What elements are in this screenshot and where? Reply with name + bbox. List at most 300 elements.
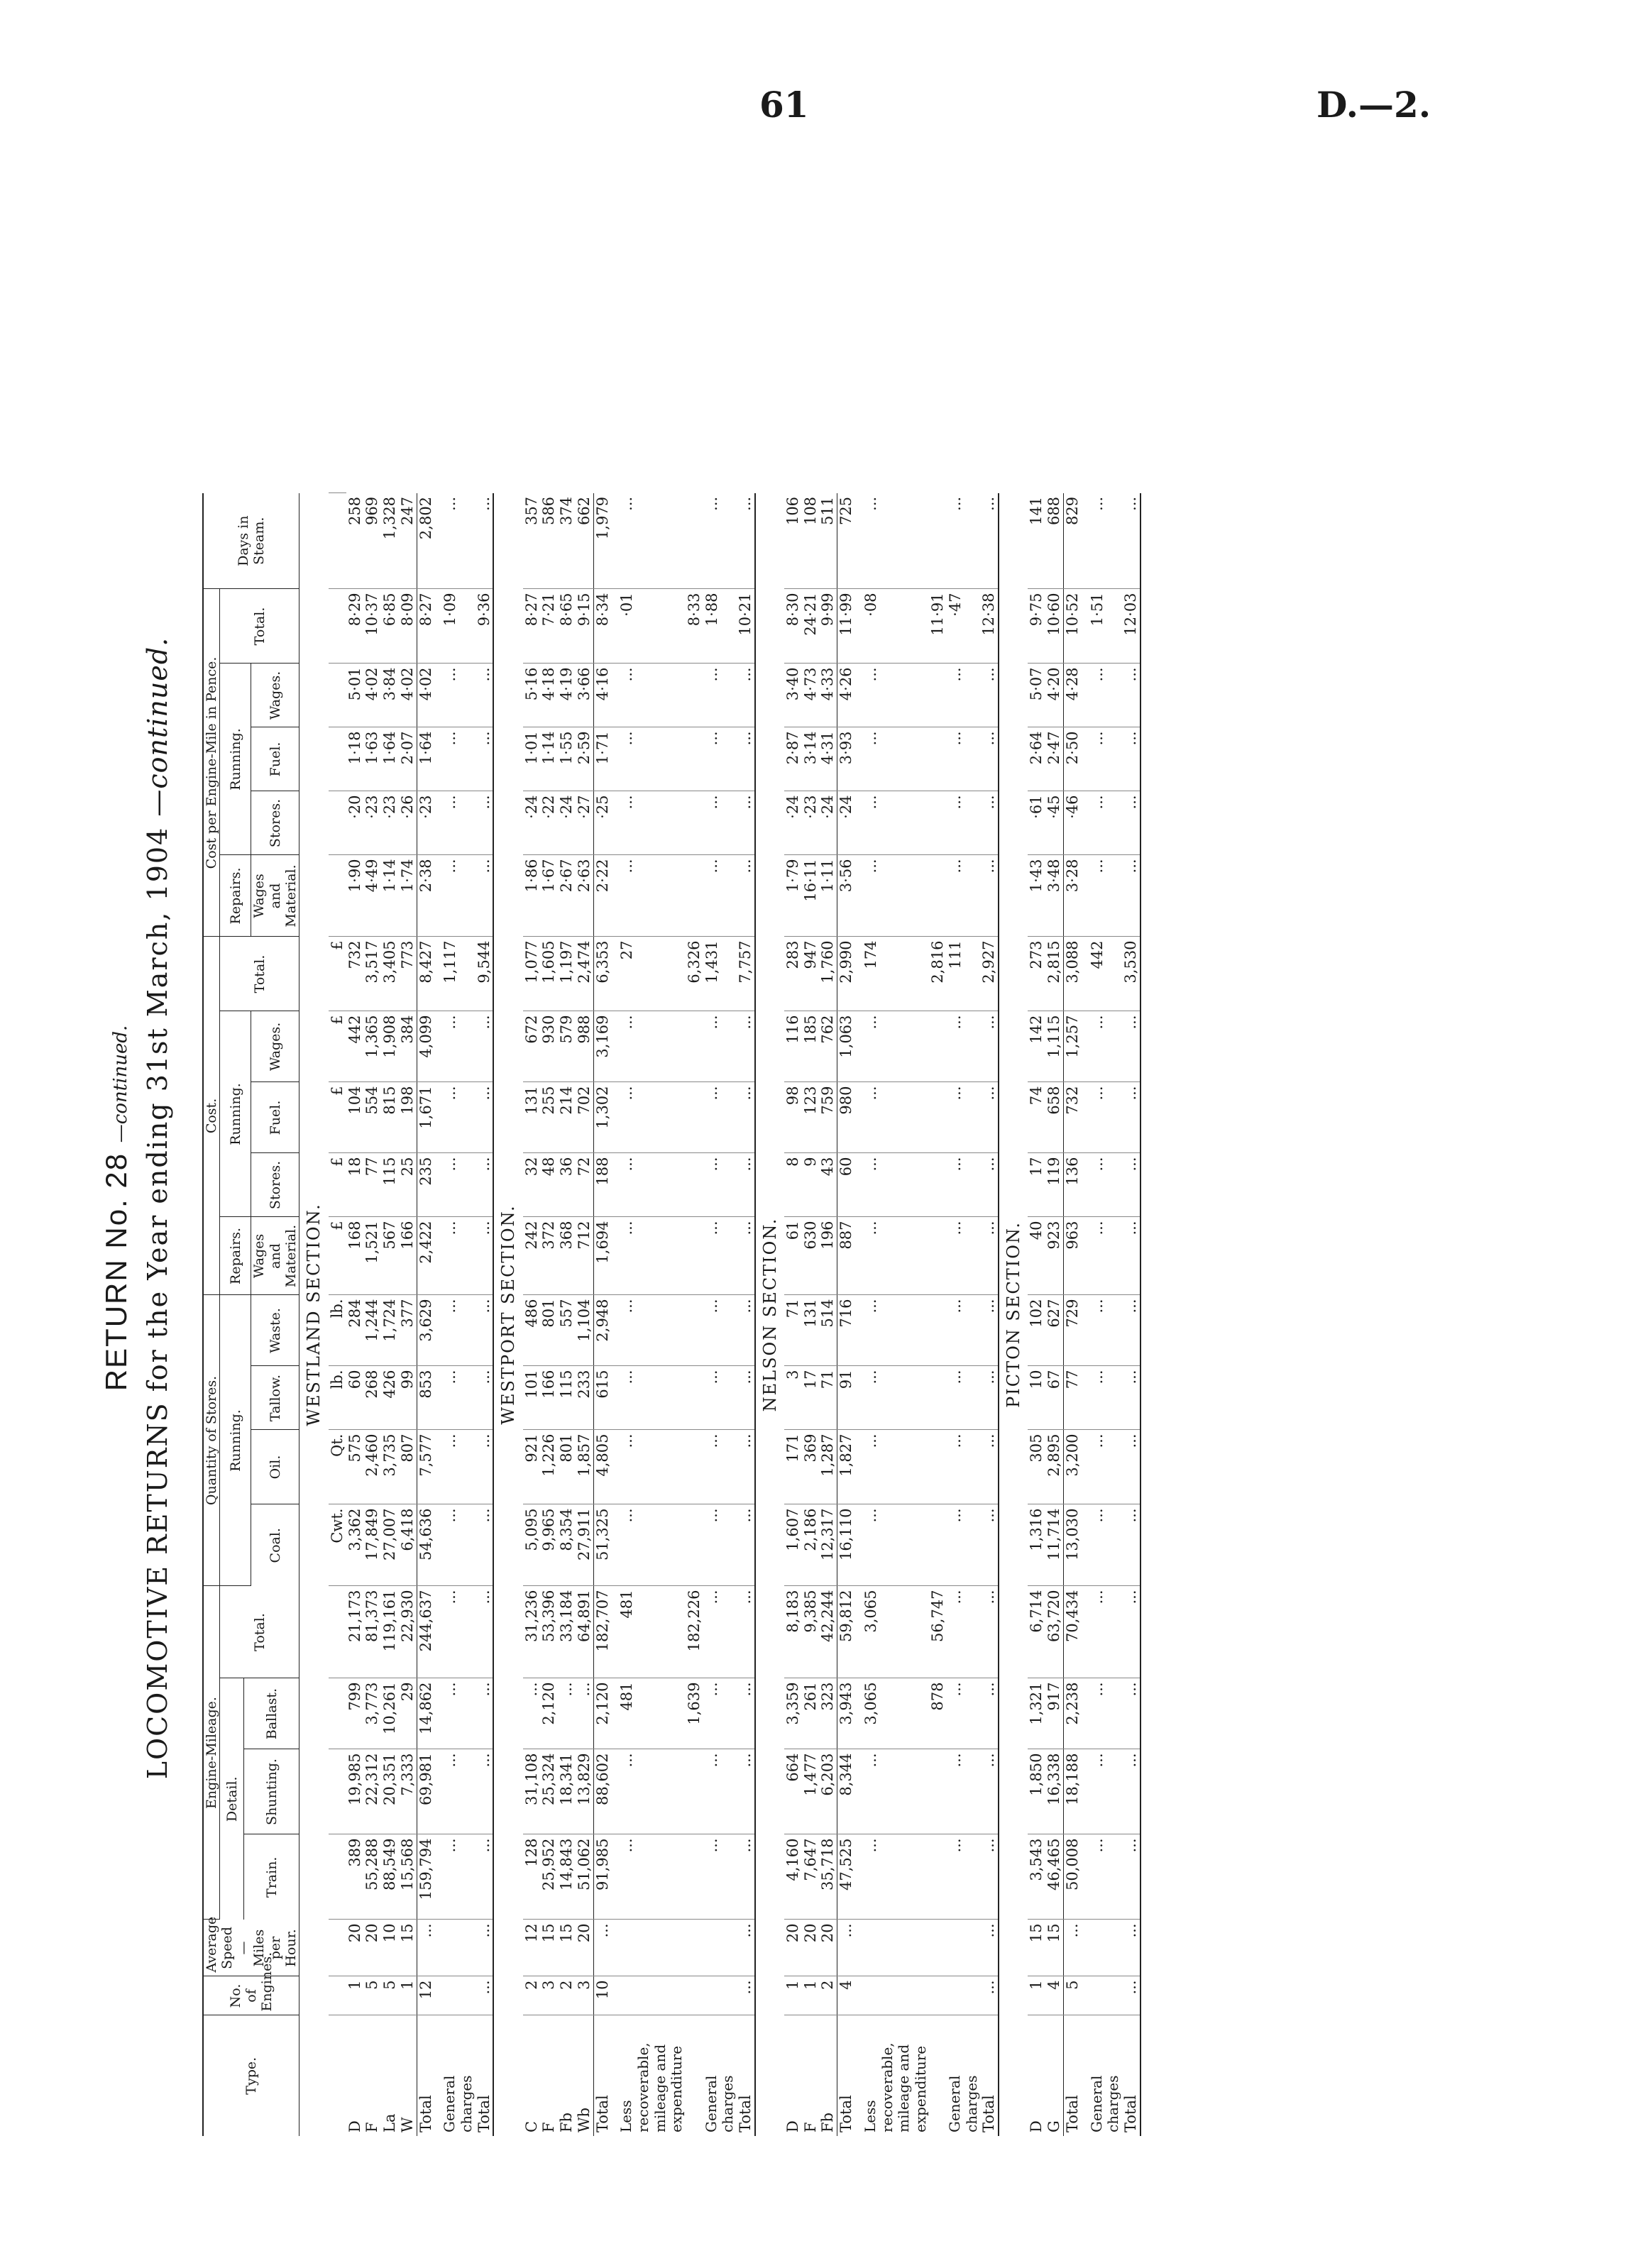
table-cell: 18: [346, 1153, 364, 1217]
total-row: [1063, 280, 1081, 2136]
table-cell: Qt.: [329, 1430, 346, 1504]
table-cell: ...: [1122, 1082, 1140, 1153]
table-cell: ...: [1082, 664, 1122, 727]
table-cell: 1,605: [540, 937, 558, 1011]
table-cell: ...: [476, 1295, 494, 1366]
table-cell: ...: [703, 1295, 737, 1366]
table-cell: Total: [593, 2015, 611, 2136]
table-cell: ...: [434, 664, 475, 727]
table-cell: ...: [476, 1976, 494, 2015]
table-cell: 2,460: [363, 1430, 381, 1504]
table-cell: [329, 664, 346, 727]
table-cell: ...: [576, 1678, 593, 1749]
table-cell: ...: [434, 1834, 475, 1920]
table-cell: 3·40: [784, 664, 802, 727]
table-cell: 51,325: [593, 1504, 611, 1586]
header-waste: Waste.: [251, 1295, 299, 1366]
table-cell: Total: [1063, 2015, 1081, 2136]
table-cell: 48: [540, 1153, 558, 1217]
table-title-suffix: —continued.: [142, 637, 173, 817]
table-cell: 25,324: [540, 1749, 558, 1834]
table-cell: 174: [855, 937, 929, 1011]
table-cell: 8·65: [558, 589, 576, 664]
header-pence-wages: Wages.: [251, 664, 299, 727]
table-cell: 579: [558, 1011, 576, 1082]
table-cell: ...: [476, 1504, 494, 1586]
table-cell: ·24: [784, 791, 802, 855]
table-cell: 3,065: [855, 1678, 929, 1749]
table-cell: 6,714: [1028, 1586, 1045, 1678]
table-cell: 7,757: [737, 937, 755, 1011]
table-cell: ...: [611, 855, 685, 937]
table-cell: 64,891: [576, 1586, 593, 1678]
header-no-engines: No. of Engines.: [203, 1976, 299, 2015]
table-title: [142, 280, 173, 2136]
table-cell: ...: [855, 1430, 929, 1504]
table-cell: ...: [855, 1011, 929, 1082]
table-cell: 119,161: [381, 1586, 399, 1678]
table-cell: 27: [611, 937, 685, 1011]
header-pence-fuel: Fuel.: [251, 727, 299, 791]
data-row: [1028, 280, 1045, 2136]
table-cell: [686, 791, 703, 855]
table-cell: ...: [980, 1920, 999, 1976]
table-cell: ...: [855, 1366, 929, 1430]
table-cell: 9·15: [576, 589, 593, 664]
table-cell: 1·18: [346, 727, 364, 791]
table-cell: General charges: [702, 2075, 737, 2132]
table-cell: ...: [980, 1217, 999, 1295]
table-cell: 13,030: [1063, 1504, 1081, 1586]
table-cell: 1: [784, 1976, 802, 2015]
table-cell: 3,065: [855, 1586, 929, 1678]
table-cell: General charges: [946, 2075, 980, 2132]
table-cell: 60: [837, 1153, 855, 1217]
final-row: [1122, 280, 1140, 2136]
table-title-text: LOCOMOTIVE RETURNS for the Year ending 31st March, 1904: [142, 826, 173, 1780]
table-cell: 1·01: [523, 727, 541, 791]
table-cell: 196: [819, 1217, 837, 1295]
table-cell: 664: [784, 1749, 802, 1834]
data-row: [540, 280, 558, 2136]
table-cell: 1,857: [576, 1430, 593, 1504]
table-cell: C: [522, 2120, 540, 2132]
table-cell: ...: [611, 1834, 685, 1920]
table-cell: 980: [837, 1082, 855, 1153]
table-cell: 71: [819, 1366, 837, 1430]
table-cell: 16,338: [1045, 1749, 1063, 1834]
table-cell: ...: [1122, 1586, 1140, 1678]
label-row: [611, 280, 685, 2136]
table-cell: [329, 1976, 346, 2015]
table-cell: 185: [802, 1011, 820, 1082]
header-detail: Detail.: [220, 1678, 244, 1920]
table-cell: ...: [611, 493, 685, 589]
data-row: [523, 280, 541, 2136]
header-type: Type.: [203, 2015, 299, 2136]
table-cell: ...: [855, 1217, 929, 1295]
table-cell: 1,287: [819, 1430, 837, 1504]
table-cell: 5·16: [523, 664, 541, 727]
table-cell: ...: [947, 1586, 980, 1678]
table-cell: 4·02: [363, 664, 381, 727]
table-cell: 77: [363, 1153, 381, 1217]
table-cell: ·27: [576, 791, 593, 855]
table-cell: 1,979: [593, 493, 611, 589]
table-cell: 10·60: [1045, 589, 1063, 664]
table-cell: 368: [558, 1217, 576, 1295]
table-cell: 35,718: [819, 1834, 837, 1920]
label-row: [947, 280, 980, 2136]
table-cell: ...: [1122, 1504, 1140, 1586]
table-cell: 3·28: [1063, 855, 1081, 937]
table-cell: ...: [855, 493, 929, 589]
table-cell: 2·07: [399, 727, 417, 791]
table-cell: 923: [1045, 1217, 1063, 1295]
table-cell: ...: [476, 791, 494, 855]
table-cell: 1,850: [1028, 1749, 1045, 1834]
table-cell: ·23: [363, 791, 381, 855]
table-cell: 10: [381, 1920, 399, 1976]
table-cell: [686, 1749, 703, 1834]
table-cell: ...: [1122, 1153, 1140, 1217]
table-cell: 104: [346, 1082, 364, 1153]
table-cell: ·22: [540, 791, 558, 855]
table-cell: ...: [558, 1678, 576, 1749]
table-cell: ...: [855, 664, 929, 727]
table-cell: 74: [1028, 1082, 1045, 1153]
table-cell: 5: [1063, 1976, 1081, 2015]
table-cell: [329, 727, 346, 791]
table-cell: 233: [576, 1366, 593, 1430]
table-cell: £: [329, 1011, 346, 1082]
table-cell: [434, 1920, 475, 1976]
table-cell: ·45: [1045, 791, 1063, 855]
table-cell: 963: [1063, 1217, 1081, 1295]
table-cell: 615: [593, 1366, 611, 1430]
table-cell: 1·55: [558, 727, 576, 791]
table-cell: 27,911: [576, 1504, 593, 1586]
table-cell: [947, 1976, 980, 2015]
table-cell: 567: [381, 1217, 399, 1295]
header-days-in-steam: Days in Steam.: [203, 493, 299, 589]
table-cell: 384: [399, 1011, 417, 1082]
table-cell: ...: [703, 1504, 737, 1586]
table-cell: 1,827: [837, 1430, 855, 1504]
label-row: [703, 280, 737, 2136]
table-cell: 9·75: [1028, 589, 1045, 664]
table-cell: G: [1045, 2120, 1063, 2132]
table-cell: ...: [476, 1678, 494, 1749]
table-cell: Fb: [558, 2112, 576, 2132]
table-cell: [1082, 1920, 1122, 1976]
table-cell: ...: [1082, 1295, 1122, 1366]
table-cell: ...: [476, 1153, 494, 1217]
table-cell: £: [329, 1153, 346, 1217]
table-cell: 9,544: [476, 937, 494, 1011]
table-cell: [686, 1295, 703, 1366]
table-cell: ...: [980, 1082, 999, 1153]
table-cell: 732: [1063, 1082, 1081, 1153]
table-cell: 4: [837, 1976, 855, 2015]
table-cell: 131: [523, 1082, 541, 1153]
table-cell: 102: [1028, 1295, 1045, 1366]
table-cell: 2,474: [576, 937, 593, 1011]
page-number: 61: [759, 84, 809, 126]
table-cell: 878: [929, 1678, 947, 1749]
table-cell: 54,636: [417, 1504, 434, 1586]
table-cell: ...: [1082, 1366, 1122, 1430]
table-cell: ...: [947, 1834, 980, 1920]
table-cell: ...: [980, 1295, 999, 1366]
table-cell: ...: [737, 1153, 755, 1217]
header-cost-running: Running.: [220, 1011, 251, 1217]
table-cell: 773: [399, 937, 417, 1011]
table-cell: 40: [1028, 1217, 1045, 1295]
table-cell: 25: [399, 1153, 417, 1217]
table-cell: 128: [523, 1834, 541, 1920]
table-cell: 1,321: [1028, 1678, 1045, 1749]
table-cell: Total: [980, 2015, 999, 2136]
table-cell: 829: [1063, 493, 1081, 589]
table-cell: ...: [980, 493, 999, 589]
table-body: [299, 280, 1140, 2136]
table-cell: 4·02: [417, 664, 434, 727]
table-cell: ...: [434, 1217, 475, 1295]
table-cell: 3·66: [576, 664, 593, 727]
table-cell: ...: [1082, 1011, 1122, 1082]
rotated-table-area: [99, 280, 1568, 2136]
header-pence-total: Total.: [220, 589, 299, 664]
table-cell: 4·73: [802, 664, 820, 727]
table-cell: 5·07: [1028, 664, 1045, 727]
data-row: [399, 280, 417, 2136]
table-cell: 1,671: [417, 1082, 434, 1153]
table-cell: 3: [576, 1976, 593, 2015]
section-title: WESTLAND SECTION.: [304, 1203, 324, 1426]
table-cell: [929, 493, 947, 589]
table-cell: ...: [434, 855, 475, 937]
table-cell: 3,530: [1122, 937, 1140, 1011]
table-cell: ...: [737, 1678, 755, 1749]
return-title: [99, 280, 133, 2136]
table-cell: ...: [611, 1011, 685, 1082]
section-title: WESTPORT SECTION.: [498, 1204, 519, 1425]
table-cell: ...: [737, 1295, 755, 1366]
table-cell: [929, 2015, 947, 2136]
table-cell: 3,943: [837, 1678, 855, 1749]
table-cell: 3: [784, 1366, 802, 1430]
table-cell: 70,434: [1063, 1586, 1081, 1678]
table-cell: 10·21: [737, 589, 755, 664]
table-cell: ·23: [417, 791, 434, 855]
table-cell: 662: [576, 493, 593, 589]
table-cell: 627: [1045, 1295, 1063, 1366]
table-cell: [686, 855, 703, 937]
header-cost: Cost.: [203, 937, 220, 1295]
table-cell: 3·56: [837, 855, 855, 937]
label-row: [686, 280, 703, 2136]
table-cell: ...: [1122, 1920, 1140, 1976]
table-cell: ...: [476, 1749, 494, 1834]
table-cell: 917: [1045, 1678, 1063, 1749]
table-cell: [686, 1920, 703, 1976]
table-cell: 63,720: [1045, 1586, 1063, 1678]
table-cell: ·24: [523, 791, 541, 855]
table-cell: La: [381, 2113, 399, 2132]
table-cell: ...: [611, 791, 685, 855]
table-cell: ...: [1122, 1430, 1140, 1504]
table-cell: ...: [947, 855, 980, 937]
table-cell: [929, 1749, 947, 1834]
table-cell: 43: [819, 1153, 837, 1217]
table-cell: 3,517: [363, 937, 381, 1011]
table-cell: ·47: [947, 589, 980, 664]
table-cell: ...: [1082, 855, 1122, 937]
table-cell: 115: [558, 1366, 576, 1430]
table-cell: 20: [819, 1920, 837, 1976]
table-cell: 3,362: [346, 1504, 364, 1586]
table-cell: 1,302: [593, 1082, 611, 1153]
table-cell: ...: [1082, 1586, 1122, 1678]
table-cell: ...: [703, 1082, 737, 1153]
table-cell: 14,843: [558, 1834, 576, 1920]
header-quantity-stores: Quantity of Stores.: [203, 1295, 220, 1586]
table-cell: ...: [1122, 493, 1140, 589]
table-cell: 369: [802, 1430, 820, 1504]
table-cell: 166: [399, 1217, 417, 1295]
table-cell: [686, 1217, 703, 1295]
table-cell: 511: [819, 493, 837, 589]
table-cell: ...: [737, 727, 755, 791]
table-cell: 2·67: [558, 855, 576, 937]
table-cell: ...: [980, 1834, 999, 1920]
total-row: [837, 280, 855, 2136]
total-row: [593, 280, 611, 2136]
table-cell: ...: [1122, 1834, 1140, 1920]
table-cell: 72: [576, 1153, 593, 1217]
table-cell: 1,477: [802, 1749, 820, 1834]
table-cell: 5: [381, 1976, 399, 2015]
table-cell: 1·09: [434, 589, 475, 664]
data-row: [1045, 280, 1063, 2136]
header-cost-per-mile: Cost per Engine-Mile in Pence.: [203, 589, 220, 937]
table-cell: 1,063: [837, 1011, 855, 1082]
table-cell: 51,062: [576, 1834, 593, 1920]
header-shunting: Shunting.: [244, 1749, 299, 1834]
table-cell: ...: [1082, 791, 1122, 855]
table-cell: 1,316: [1028, 1504, 1045, 1586]
table-cell: [929, 1295, 947, 1366]
table-cell: ...: [947, 1366, 980, 1430]
table-cell: ...: [703, 1153, 737, 1217]
header-cost-wages: Wages.: [251, 1011, 299, 1082]
table-cell: [929, 855, 947, 937]
header-pence-running: Running.: [220, 664, 251, 855]
table-cell: ...: [1082, 493, 1122, 589]
table-cell: 81,373: [363, 1586, 381, 1678]
table-cell: 5,095: [523, 1504, 541, 1586]
table-cell: 258: [346, 493, 364, 589]
table-cell: ·24: [558, 791, 576, 855]
table-cell: 1,244: [363, 1295, 381, 1366]
table-cell: ...: [1122, 1217, 1140, 1295]
table-cell: 22,312: [363, 1749, 381, 1834]
table-cell: ...: [980, 791, 999, 855]
table-cell: 17,849: [363, 1504, 381, 1586]
table-cell: 2: [819, 1976, 837, 2015]
table-cell: ...: [703, 791, 737, 855]
table-cell: ...: [434, 1586, 475, 1678]
table-cell: 6,326: [686, 937, 703, 1011]
table-cell: ...: [476, 1834, 494, 1920]
table-cell: 688: [1045, 493, 1063, 589]
table-cell: ...: [737, 1504, 755, 1586]
table-cell: 887: [837, 1217, 855, 1295]
table-cell: 168: [346, 1217, 364, 1295]
table-cell: ...: [703, 664, 737, 727]
table-cell: ...: [476, 855, 494, 937]
table-cell: ...: [980, 1976, 999, 2015]
table-cell: Total: [837, 2015, 855, 2136]
table-cell: 3,359: [784, 1678, 802, 1749]
data-row: [576, 280, 593, 2136]
table-cell: 56,747: [929, 1586, 947, 1678]
table-cell: £: [329, 1082, 346, 1153]
table-cell: ...: [434, 727, 475, 791]
table-cell: 6,203: [819, 1749, 837, 1834]
table-cell: 29: [399, 1678, 417, 1749]
table-cell: 1,104: [576, 1295, 593, 1366]
table-cell: 630: [802, 1217, 820, 1295]
table-cell: 20,351: [381, 1749, 399, 1834]
table-cell: ...: [947, 727, 980, 791]
table-cell: ...: [476, 727, 494, 791]
table-cell: [929, 664, 947, 727]
table-cell: ·25: [593, 791, 611, 855]
table-cell: ...: [434, 1366, 475, 1430]
table-cell: 5: [363, 1976, 381, 2015]
table-cell: lb.: [329, 1295, 346, 1366]
table-cell: ...: [523, 1678, 541, 1749]
table-cell: ...: [434, 1011, 475, 1082]
table-cell: ...: [737, 1976, 755, 2015]
table-cell: 3·84: [381, 664, 399, 727]
table-cell: 988: [576, 1011, 593, 1082]
table-cell: 14,862: [417, 1678, 434, 1749]
table-cell: ...: [476, 1430, 494, 1504]
table-cell: 12: [523, 1920, 541, 1976]
table-cell: 3,169: [593, 1011, 611, 1082]
table-cell: 815: [381, 1082, 399, 1153]
table-cell: 7,577: [417, 1430, 434, 1504]
table-cell: 20: [346, 1920, 364, 1976]
section-title: PICTON SECTION.: [1004, 1221, 1023, 1408]
table-cell: 3,200: [1063, 1430, 1081, 1504]
table-cell: 1·14: [381, 855, 399, 937]
table-cell: [434, 1976, 475, 2015]
table-cell: [929, 1920, 947, 1976]
table-cell: 8·34: [593, 589, 611, 664]
data-row: [819, 280, 837, 2136]
table-cell: ...: [1063, 1920, 1081, 1976]
table-cell: ...: [703, 1586, 737, 1678]
locomotive-returns-table: [202, 280, 1141, 2136]
table-cell: F: [363, 2122, 381, 2132]
table-cell: 1·86: [523, 855, 541, 937]
table-cell: 283: [784, 937, 802, 1011]
table-cell: 442: [346, 1011, 364, 1082]
